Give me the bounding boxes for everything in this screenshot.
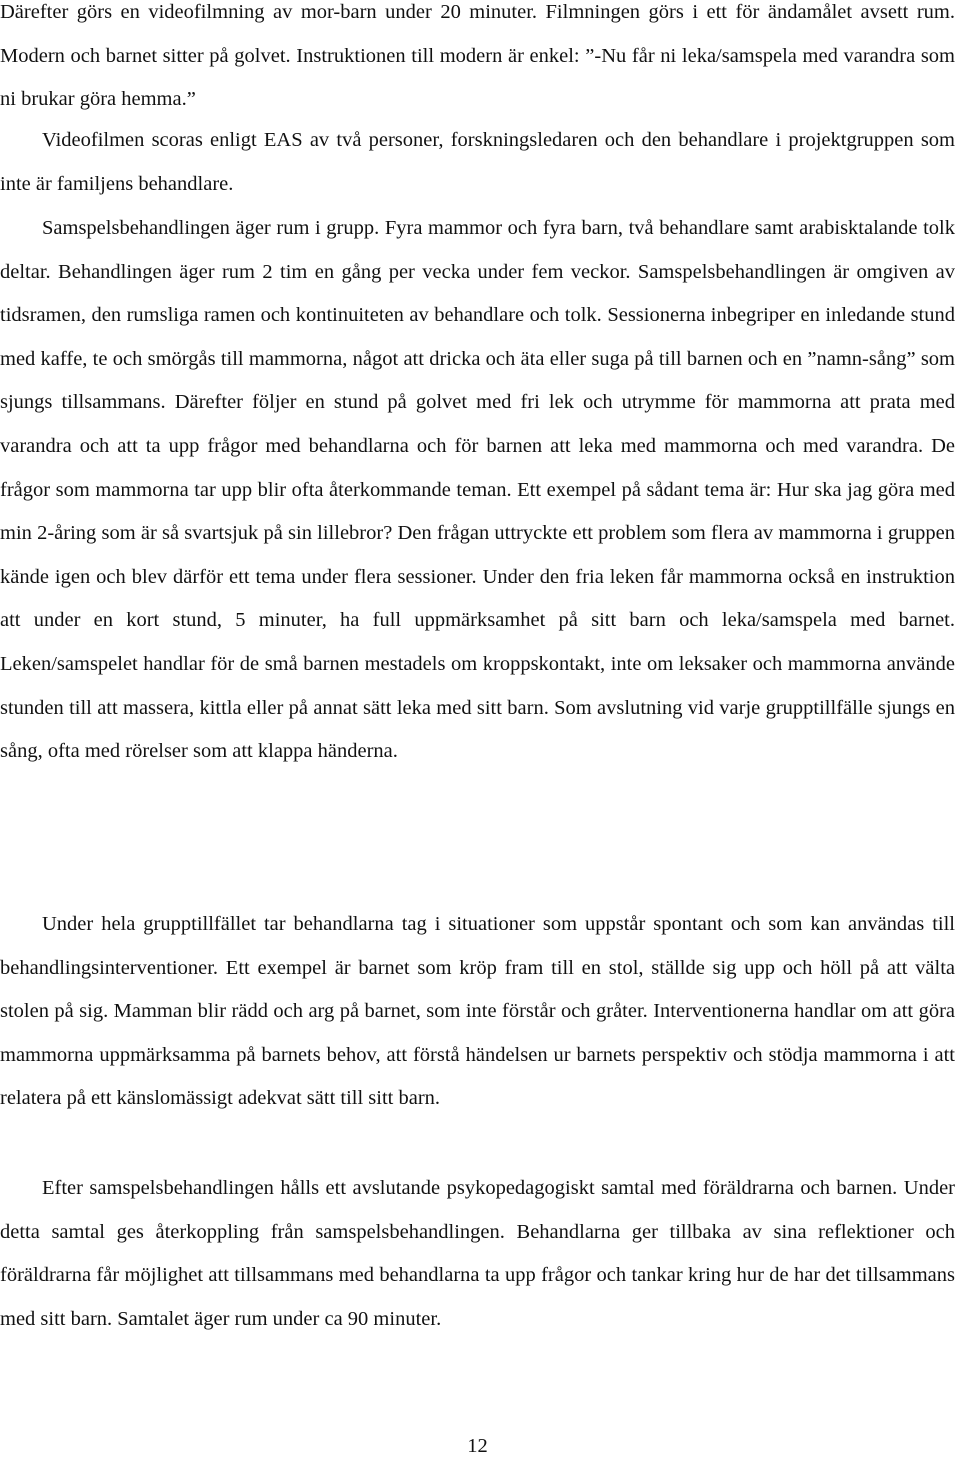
paragraph-text: Videofilmen scoras enligt EAS av två personer, forskningsledaren och den behandlare i projektgruppen som inte är familjens behandlare. (0, 129, 955, 195)
page-number: 12 (467, 1435, 488, 1457)
paragraph-text: Under hela grupptillfället tar behandlarna tag i situationer som uppstår spontant och som kan användas till behandlingsinterventioner. Ett exempel är barnet som kröp fram till en stol, ställde sig upp och höll på att välta stolen på sig. Mamman blir rädd och arg på barnet, som inte förstår och gråter. Interventionerna handlar om att göra mammorna uppmärksamma på barnets behov, att förstå händelsen ur barnets perspektiv och stödja mammorna i att relatera på ett känslomässigt adekvat sätt till sitt barn. (0, 913, 955, 1110)
paragraph-group-treatment (0, 207, 955, 774)
paragraph-interventions (0, 903, 955, 1121)
paragraph-text: Samspelsbehandlingen äger rum i grupp. Fyra mammor och fyra barn, två behandlare samt arabisktalande tolk deltar. Behandlingen äger rum 2 tim en gång per vecka under fem veckor. Samspelsbehandlingen är omgiven av tidsramen, den rumsliga ramen och kontinuiteten av behandlare och tolk. Sessionerna inbegriper en inledande stund med kaffe, te och smörgås till mammorna, något att dricka och äta eller suga på till barnen och en ”namn-sång” som sjungs tillsammans. Därefter följer en stund på golvet med fri lek och utrymme för mammorna att prata med varandra och att ta upp frågor med behandlarna och för barnen att leka med mammorna och med varandra. De frågor som mammorna tar upp blir ofta återkommande teman. Ett exempel på sådant tema är: Hur ska jag göra med min 2-åring som är så svartsjuk på sin lillebror? Den frågan uttryckte ett problem som flera av mammorna i gruppen kände igen och blev därför ett tema under flera sessioner. Under den fria leken får mammorna också en instruktion att under en kort stund, 5 minuter, ha full uppmärksamhet på sitt barn och leka/samspela med barnet. Leken/samspelet handlar för de små barnen mestadels om kroppskontakt, inte om leksaker och mammorna använde stunden till att massera, kittla eller på annat sätt leka med sitt barn. Som avslutning vid varje grupptillfälle sjungs en sång, ofta med rörelser som att klappa händerna. (0, 217, 955, 763)
paragraph-videofilmning (0, 0, 955, 122)
paragraph-closing-conversation (0, 1167, 955, 1341)
paragraph-scoring (0, 119, 955, 206)
paragraph-text: Därefter görs en videofilmning av mor-barn under 20 minuter. Filmningen görs i ett för ändamålet avsett rum. Modern och barnet sitter på golvet. Instruktionen till modern är enkel: ”-Nu får ni leka/samspela med varandra som ni brukar göra hemma.” (0, 1, 955, 111)
paragraph-text: Efter samspelsbehandlingen hålls ett avslutande psykopedagogiskt samtal med föräldrarna och barnen. Under detta samtal ges återkoppling från samspelsbehandlingen. Behandlarna ger tillbaka av sina reflektioner och föräldrarna får möjlighet att tillsammans med behandlarna ta upp frågor och tankar kring hur de har det tillsammans med sitt barn. Samtalet äger rum under ca 90 minuter. (0, 1177, 955, 1330)
